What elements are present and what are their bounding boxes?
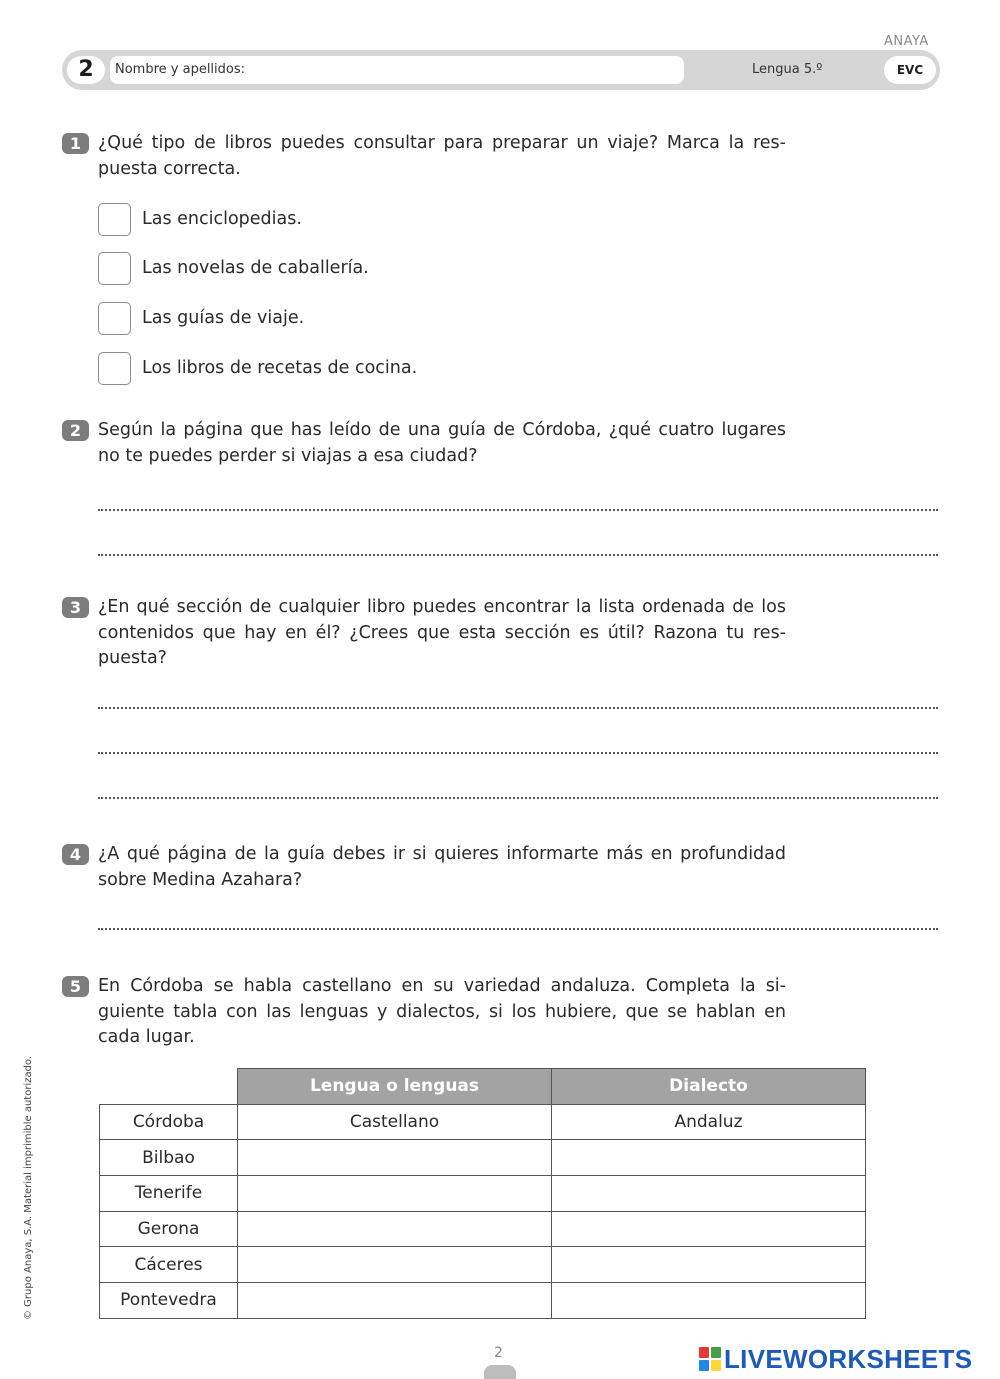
answer-line[interactable] bbox=[98, 928, 938, 930]
answer-option[interactable] bbox=[98, 351, 417, 385]
answer-line[interactable] bbox=[98, 554, 938, 556]
language-cell[interactable] bbox=[238, 1247, 552, 1283]
table-row bbox=[100, 1176, 866, 1212]
liveworksheets-icon bbox=[699, 1347, 721, 1371]
question-text: ¿En qué sección de cualquier libro puedes encontrar la lista ordenada de los contenidos que hay en él? ¿Crees que esta sección es útil? Razona tu res-puesta? bbox=[98, 597, 786, 668]
answer-line[interactable] bbox=[98, 509, 938, 511]
language-cell[interactable] bbox=[238, 1176, 552, 1212]
dialect-cell[interactable] bbox=[552, 1211, 866, 1247]
dialect-cell[interactable] bbox=[552, 1140, 866, 1176]
question-number-badge: 4 bbox=[62, 844, 89, 865]
liveworksheets-wordmark: LIVEWORKSHEETS bbox=[724, 1343, 973, 1374]
liveworksheets-logo[interactable] bbox=[699, 1344, 972, 1374]
dialect-cell[interactable]: Andaluz bbox=[552, 1104, 866, 1140]
page-number: 2 bbox=[494, 1345, 503, 1361]
page-tab bbox=[484, 1365, 516, 1379]
place-cell: Tenerife bbox=[100, 1176, 238, 1212]
dialect-cell[interactable] bbox=[552, 1247, 866, 1283]
language-cell[interactable]: Castellano bbox=[238, 1104, 552, 1140]
copyright-credit: © Grupo Anaya, S.A. Material imprimible autorizado. bbox=[23, 1055, 34, 1320]
question-number-badge: 1 bbox=[62, 133, 89, 154]
table-row bbox=[100, 1140, 866, 1176]
language-cell[interactable] bbox=[238, 1211, 552, 1247]
question-number-badge: 5 bbox=[62, 976, 89, 997]
answer-option[interactable] bbox=[98, 202, 302, 236]
table-corner-cell bbox=[100, 1069, 238, 1105]
table-row bbox=[100, 1104, 866, 1140]
option-checkbox[interactable] bbox=[98, 252, 131, 285]
answer-option[interactable] bbox=[98, 251, 369, 285]
languages-table bbox=[99, 1068, 866, 1319]
question-text: ¿A qué página de la guía debes ir si quieres informarte más en profundidad sobre Medina Azahara? bbox=[98, 844, 786, 890]
table-header-row bbox=[100, 1069, 866, 1105]
subject-label: Lengua 5.º bbox=[752, 62, 823, 77]
unit-number-badge: 2 bbox=[67, 56, 105, 84]
option-checkbox[interactable] bbox=[98, 203, 131, 236]
question-text: ¿Qué tipo de libros puedes consultar para preparar un viaje? Marca la res-puesta correcta. bbox=[98, 133, 786, 179]
column-header-dialect: Dialecto bbox=[552, 1069, 866, 1105]
answer-option[interactable] bbox=[98, 301, 304, 335]
table-row bbox=[100, 1211, 866, 1247]
place-cell: Gerona bbox=[100, 1211, 238, 1247]
option-label: Las guías de viaje. bbox=[142, 308, 305, 328]
question-text: Según la página que has leído de una guía de Córdoba, ¿qué cuatro lugares no te puedes perder si viajas a esa ciudad? bbox=[98, 420, 786, 466]
name-field[interactable]: Nombre y apellidos: bbox=[110, 56, 684, 84]
place-cell: Pontevedra bbox=[100, 1283, 238, 1319]
answer-line[interactable] bbox=[98, 707, 938, 709]
option-checkbox[interactable] bbox=[98, 302, 131, 335]
option-label: Los libros de recetas de cocina. bbox=[142, 358, 418, 378]
option-label: Las novelas de caballería. bbox=[142, 258, 369, 278]
question-number-badge: 3 bbox=[62, 597, 89, 618]
answer-line[interactable] bbox=[98, 797, 938, 799]
option-checkbox[interactable] bbox=[98, 352, 131, 385]
language-cell[interactable] bbox=[238, 1283, 552, 1319]
place-cell: Cáceres bbox=[100, 1247, 238, 1283]
publisher-logo: ANAYA bbox=[884, 34, 929, 49]
place-cell: Córdoba bbox=[100, 1104, 238, 1140]
question-number-badge: 2 bbox=[62, 420, 89, 441]
question-text: En Córdoba se habla castellano en su variedad andaluza. Completa la si-guiente tabla con las lenguas y dialectos, si los hubiere, que se hablan en cada lugar. bbox=[98, 976, 786, 1047]
table-row bbox=[100, 1283, 866, 1319]
table-row bbox=[100, 1247, 866, 1283]
language-cell[interactable] bbox=[238, 1140, 552, 1176]
dialect-cell[interactable] bbox=[552, 1283, 866, 1319]
option-label: Las enciclopedias. bbox=[142, 209, 302, 229]
place-cell: Bilbao bbox=[100, 1140, 238, 1176]
dialect-cell[interactable] bbox=[552, 1176, 866, 1212]
column-header-language: Lengua o lenguas bbox=[238, 1069, 552, 1105]
answer-line[interactable] bbox=[98, 752, 938, 754]
evc-badge: EVC bbox=[884, 56, 936, 84]
